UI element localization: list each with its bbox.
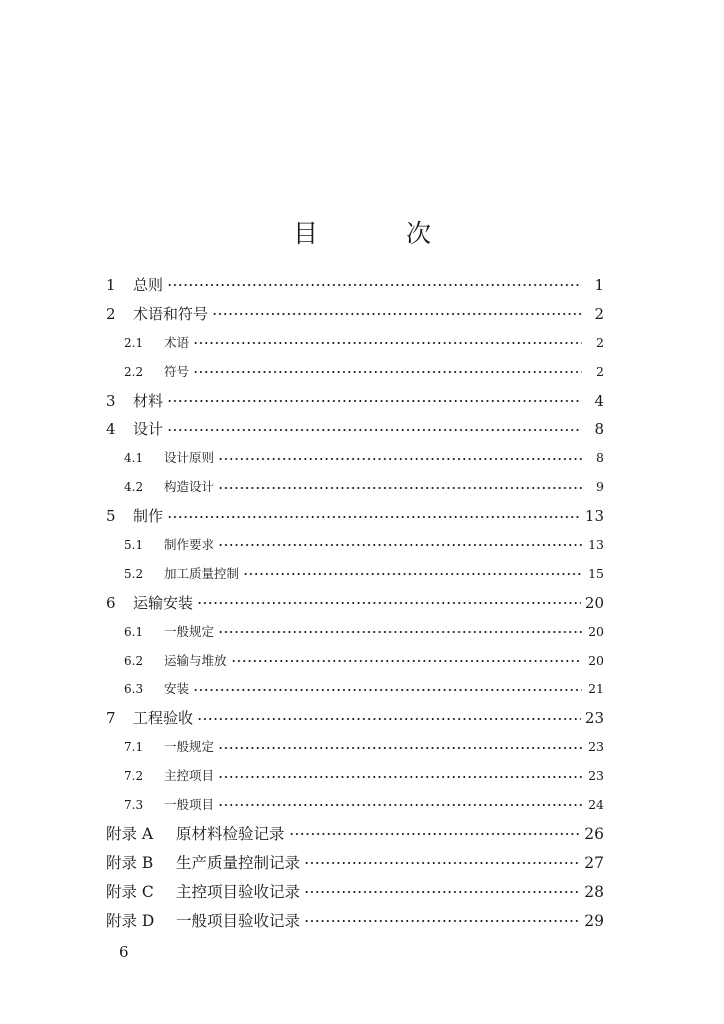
toc-entry-label: 运输安装 [133,593,194,612]
toc-subentry[interactable] [106,791,604,820]
table-of-contents [106,271,604,935]
toc-entry-number: 3 [106,391,116,410]
toc-entry-page: 27 [584,853,604,872]
toc-subentry[interactable] [106,473,604,502]
toc-entry-page: 29 [584,911,604,930]
toc-entry[interactable] [106,704,604,733]
toc-subentry[interactable] [106,733,604,762]
toc-entry-number: 1 [106,276,116,294]
page-title: 目 次 [293,218,471,248]
toc-entry-label: 制作 [133,507,164,526]
leader-dots [289,827,581,841]
toc-entry-number: 2.2 [124,364,144,379]
toc-entry-label: 符号 [164,363,190,379]
leader-dots [218,798,582,812]
leader-dots [304,914,580,928]
leader-dots [193,365,582,379]
toc-appendix-entry[interactable] [106,878,604,907]
leader-dots [193,683,582,697]
toc-entry-label: 主控项目 [164,768,215,784]
toc-entry-page: 26 [584,824,604,843]
toc-entry-number: 6.1 [124,624,144,639]
toc-entry-number: 附录 D [106,911,155,930]
toc-entry-number: 2.1 [124,335,144,350]
toc-entry-page: 21 [588,681,604,697]
toc-appendix-entry[interactable] [106,849,604,878]
leader-dots [167,278,582,292]
toc-entry-label: 一般项目 [164,797,215,813]
leader-dots [167,510,581,524]
toc-entry-number: 5.2 [124,566,144,581]
toc-entry-label: 原材料检验记录 [176,824,285,843]
toc-appendix-entry[interactable] [106,820,604,849]
toc-entry-label: 总则 [133,276,164,294]
toc-entry-page: 20 [588,623,604,639]
toc-entry[interactable] [106,589,604,618]
toc-subentry[interactable] [106,329,604,358]
toc-entry-label: 安装 [164,681,190,697]
leader-dots [167,423,582,437]
toc-entry[interactable] [106,387,604,416]
leader-dots [304,885,580,899]
toc-entry-number: 5.1 [124,538,144,553]
toc-entry-number: 7.2 [124,769,144,784]
toc-subentry[interactable] [106,647,604,676]
toc-entry-number: 7 [106,709,116,728]
toc-entry-label: 一般规定 [164,739,215,755]
leader-dots [197,712,581,726]
toc-entry-label: 加工质量控制 [164,565,240,581]
leader-dots [218,770,582,784]
toc-entry-page: 20 [588,652,604,668]
leader-dots [218,452,582,466]
toc-entry-label: 术语 [164,334,190,350]
toc-entry[interactable] [106,271,604,300]
toc-subentry[interactable] [106,560,604,589]
leader-dots [167,394,582,408]
toc-entry-label: 材料 [133,391,164,410]
toc-entry[interactable] [106,502,604,531]
leader-dots [218,481,582,495]
toc-entry-page: 23 [588,739,604,755]
toc-entry-number: 附录 B [106,853,154,872]
toc-entry-page: 2 [596,363,604,379]
toc-appendix-entry[interactable] [106,907,604,936]
leader-dots [218,538,582,552]
toc-entry-label: 术语和符号 [133,304,209,323]
toc-entry-label: 运输与堆放 [164,652,227,668]
toc-entry-page: 4 [594,391,604,410]
toc-entry-number: 7.3 [124,798,144,813]
toc-entry-page: 8 [594,420,604,439]
toc-entry-number: 7.1 [124,740,144,755]
leader-dots [231,654,582,668]
leader-dots [304,856,580,870]
toc-entry-label: 主控项目验收记录 [176,882,301,901]
toc-entry-page: 23 [588,768,604,784]
toc-entry-label: 一般规定 [164,623,215,639]
toc-subentry[interactable] [106,675,604,704]
toc-entry-page: 23 [584,709,604,728]
toc-entry-label: 制作要求 [164,537,215,553]
toc-entry-page: 1 [594,276,604,294]
leader-dots [243,567,582,581]
toc-entry-label: 设计 [133,420,164,439]
toc-entry-page: 15 [588,565,604,581]
toc-entry-number: 6.3 [124,682,144,697]
toc-entry-number: 附录 C [106,882,154,901]
leader-dots [218,625,582,639]
toc-entry-page: 13 [588,537,604,553]
toc-subentry[interactable] [106,358,604,387]
toc-entry-page: 20 [584,593,604,612]
leader-dots [218,741,582,755]
toc-subentry[interactable] [106,618,604,647]
toc-subentry[interactable] [106,444,604,473]
toc-entry-label: 构造设计 [164,479,215,495]
toc-subentry[interactable] [106,531,604,560]
toc-entry-number: 6.2 [124,653,144,668]
toc-entry-number: 2 [106,304,116,323]
toc-entry-page: 13 [584,507,604,526]
toc-entry[interactable] [106,415,604,444]
leader-dots [193,336,582,350]
page-number: 6 [119,943,129,961]
toc-entry-number: 4.1 [124,451,144,466]
toc-entry-number: 6 [106,593,116,612]
toc-entry-page: 8 [596,450,604,466]
toc-entry-number: 5 [106,507,116,526]
toc-entry-number: 4.2 [124,480,144,495]
toc-subentry[interactable] [106,762,604,791]
toc-entry-label: 工程验收 [133,709,194,728]
toc-entry-label: 一般项目验收记录 [176,911,301,930]
toc-entry-page: 28 [584,882,604,901]
toc-entry-number: 4 [106,420,116,439]
toc-entry-page: 9 [596,479,604,495]
leader-dots [212,307,582,321]
leader-dots [197,596,581,610]
toc-entry-page: 2 [596,334,604,350]
toc-entry-label: 生产质量控制记录 [176,853,301,872]
toc-entry-number: 附录 A [106,824,154,843]
toc-entry[interactable] [106,300,604,329]
toc-entry-label: 设计原则 [164,450,215,466]
toc-entry-page: 2 [594,304,604,323]
toc-entry-page: 24 [588,797,604,813]
